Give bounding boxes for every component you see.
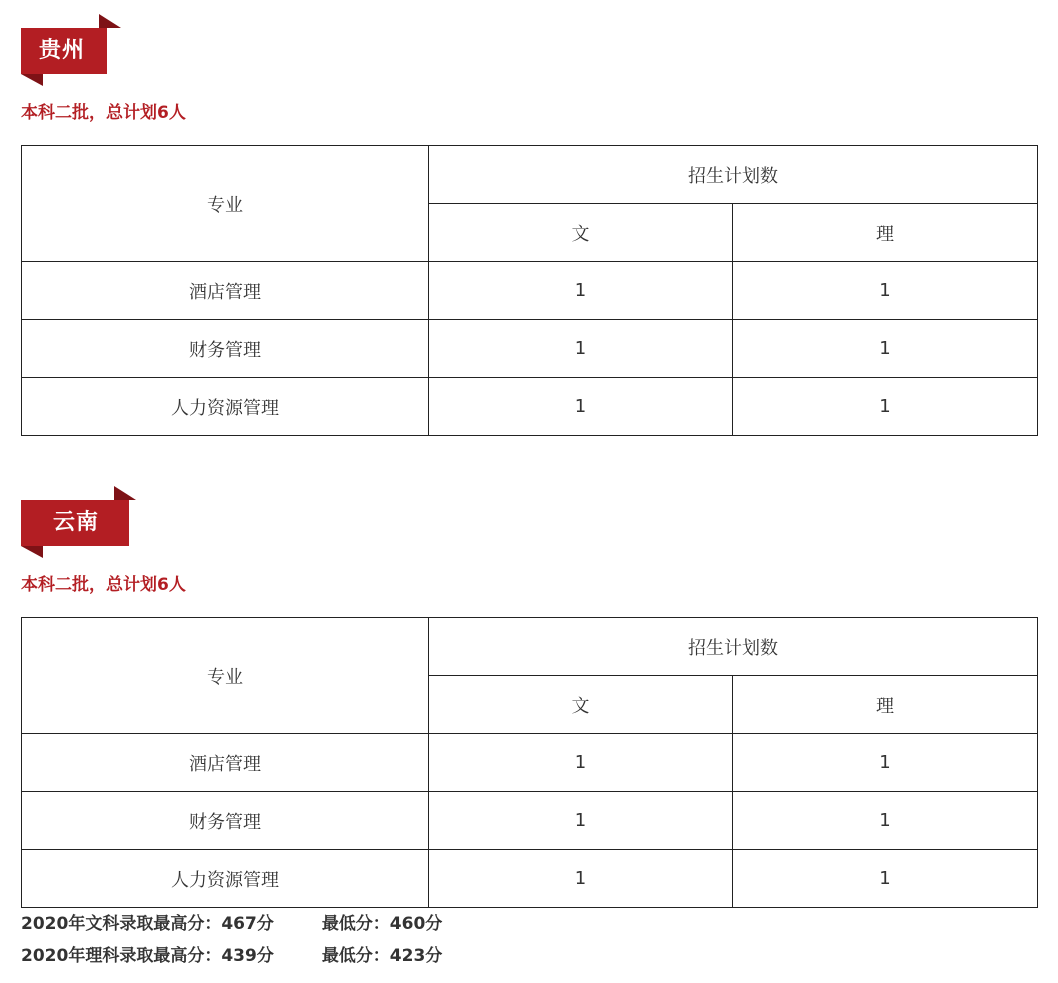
- wen-count-cell: 1: [429, 378, 733, 436]
- province-ribbon: [21, 14, 161, 86]
- major-cell: 财务管理: [22, 320, 429, 378]
- li-count-cell: 1: [733, 734, 1038, 792]
- arts-lowest-score: 最低分：460分: [321, 914, 443, 934]
- science-highest-score: 2020年理科录取最高分：439分: [21, 946, 274, 966]
- section-yunnan: [21, 486, 1037, 908]
- table-header-row: [22, 146, 1038, 204]
- li-count-cell: 1: [733, 320, 1038, 378]
- section-guizhou: [21, 14, 1037, 436]
- province-title: 贵州: [21, 28, 107, 74]
- wen-count-cell: 1: [429, 792, 733, 850]
- wen-count-cell: 1: [429, 320, 733, 378]
- major-header: 专业: [22, 618, 429, 734]
- ribbon-fold-bottom: [21, 546, 43, 558]
- table-row: [22, 734, 1038, 792]
- li-count-cell: 1: [733, 262, 1038, 320]
- major-cell: 人力资源管理: [22, 378, 429, 436]
- wen-header: 文: [429, 204, 733, 262]
- wen-count-cell: 1: [429, 262, 733, 320]
- li-header: 理: [733, 204, 1038, 262]
- li-count-cell: 1: [733, 850, 1038, 908]
- province-ribbon: [21, 486, 161, 558]
- li-count-cell: 1: [733, 792, 1038, 850]
- major-header: 专业: [22, 146, 429, 262]
- ribbon-fold-top: [114, 486, 136, 500]
- plan-count-header: 招生计划数: [429, 146, 1038, 204]
- province-title: 云南: [21, 500, 129, 546]
- enrollment-plan-table: [21, 145, 1038, 436]
- li-count-cell: 1: [733, 378, 1038, 436]
- major-cell: 酒店管理: [22, 734, 429, 792]
- wen-count-cell: 1: [429, 734, 733, 792]
- arts-highest-score: 2020年文科录取最高分：467分: [21, 914, 274, 934]
- wen-count-cell: 1: [429, 850, 733, 908]
- ribbon-fold-top: [99, 14, 121, 28]
- li-header: 理: [733, 676, 1038, 734]
- enrollment-plan-table: [21, 617, 1038, 908]
- table-row: [22, 850, 1038, 908]
- plan-count-header: 招生计划数: [429, 618, 1038, 676]
- score-summary: [21, 908, 442, 972]
- batch-summary: 本科二批，总计划6人: [21, 575, 186, 595]
- table-row: [22, 262, 1038, 320]
- table-row: [22, 320, 1038, 378]
- science-score-line: [21, 940, 442, 972]
- major-cell: 财务管理: [22, 792, 429, 850]
- science-lowest-score: 最低分：423分: [321, 946, 443, 966]
- table-header-row: [22, 618, 1038, 676]
- batch-summary: 本科二批，总计划6人: [21, 103, 186, 123]
- table-row: [22, 378, 1038, 436]
- arts-score-line: [21, 908, 442, 940]
- major-cell: 人力资源管理: [22, 850, 429, 908]
- wen-header: 文: [429, 676, 733, 734]
- ribbon-fold-bottom: [21, 74, 43, 86]
- major-cell: 酒店管理: [22, 262, 429, 320]
- table-row: [22, 792, 1038, 850]
